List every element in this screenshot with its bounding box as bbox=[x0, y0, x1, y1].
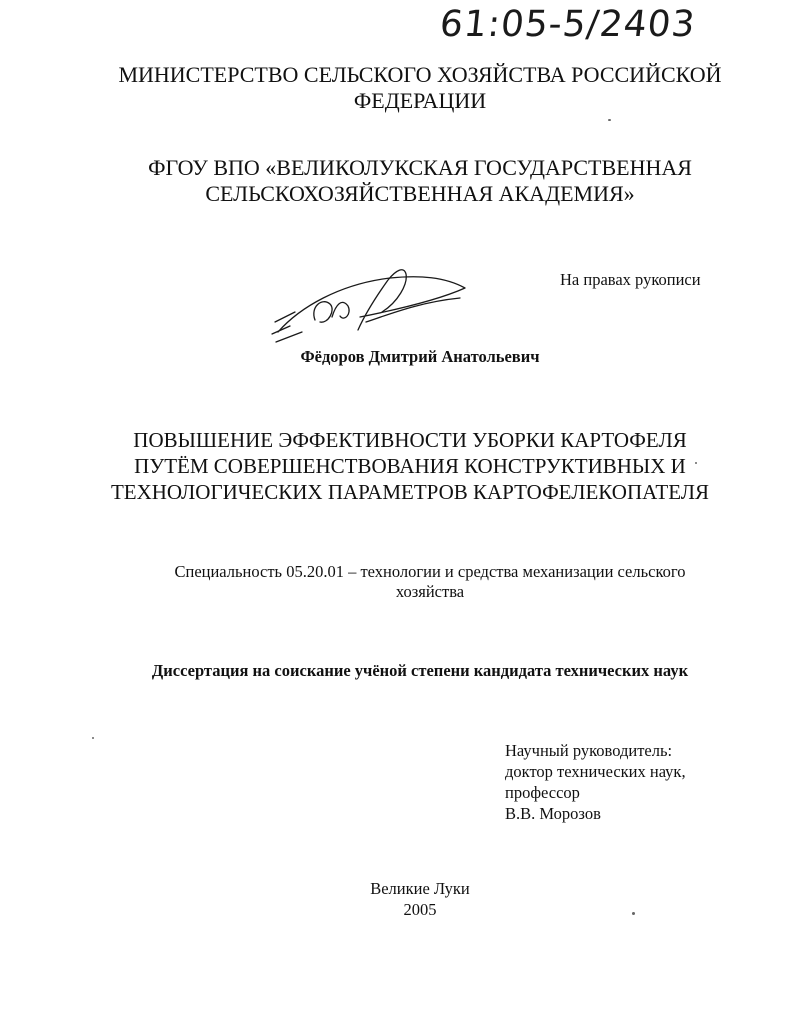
academy-line-1: ФГОУ ВПО «ВЕЛИКОЛУКСКАЯ ГОСУДАРСТВЕННАЯ bbox=[148, 155, 692, 180]
place-year bbox=[300, 878, 540, 920]
dissertation-title bbox=[90, 427, 730, 505]
scan-speck bbox=[608, 119, 611, 121]
academy-line-2: СЕЛЬСКОХОЗЯЙСТВЕННАЯ АКАДЕМИЯ» bbox=[205, 181, 635, 206]
ministry-line-2: ФЕДЕРАЦИИ bbox=[353, 88, 487, 113]
title-line-3: ТЕХНОЛОГИЧЕСКИХ ПАРАМЕТРОВ КАРТОФЕЛЕКОПАТЕЛЯ bbox=[110, 480, 710, 504]
ministry-line-1: МИНИСТЕРСТВО СЕЛЬСКОГО ХОЗЯЙСТВА РОССИЙСКОЙ bbox=[118, 62, 722, 87]
signature-mark bbox=[270, 262, 485, 347]
supervisor-degree: доктор технических наук, bbox=[505, 762, 686, 781]
speciality bbox=[110, 562, 750, 602]
speciality-line-2: хозяйства bbox=[395, 582, 465, 601]
scan-speck bbox=[632, 912, 635, 915]
city: Великие Луки bbox=[370, 879, 470, 898]
speciality-line-1: Специальность 05.20.01 – технологии и средства механизации сельского bbox=[174, 562, 686, 581]
supervisor-block bbox=[505, 740, 765, 824]
rights-note: На правах рукописи bbox=[560, 270, 701, 289]
scan-speck bbox=[92, 737, 94, 739]
year: 2005 bbox=[403, 900, 437, 919]
ministry-header bbox=[110, 62, 730, 114]
title-line-2: ПУТЁМ СОВЕРШЕНСТВОВАНИЯ КОНСТРУКТИВНЫХ И bbox=[134, 454, 686, 478]
supervisor-label: Научный руководитель: bbox=[505, 741, 673, 760]
archive-code bbox=[437, 4, 710, 54]
thesis-degree-line: Диссертация на соискание учёной степени кандидата технических наук bbox=[151, 661, 689, 680]
supervisor-rank: профессор bbox=[505, 783, 580, 802]
author-name: Фёдоров Дмитрий Анатольевич bbox=[300, 347, 540, 366]
scan-speck bbox=[695, 462, 697, 464]
supervisor-name: В.В. Морозов bbox=[505, 804, 601, 823]
archive-code-text: 61:05-5/2403 bbox=[437, 4, 698, 45]
academy-header bbox=[110, 155, 730, 207]
title-line-1: ПОВЫШЕНИЕ ЭФФЕКТИВНОСТИ УБОРКИ КАРТОФЕЛЯ bbox=[133, 428, 687, 452]
